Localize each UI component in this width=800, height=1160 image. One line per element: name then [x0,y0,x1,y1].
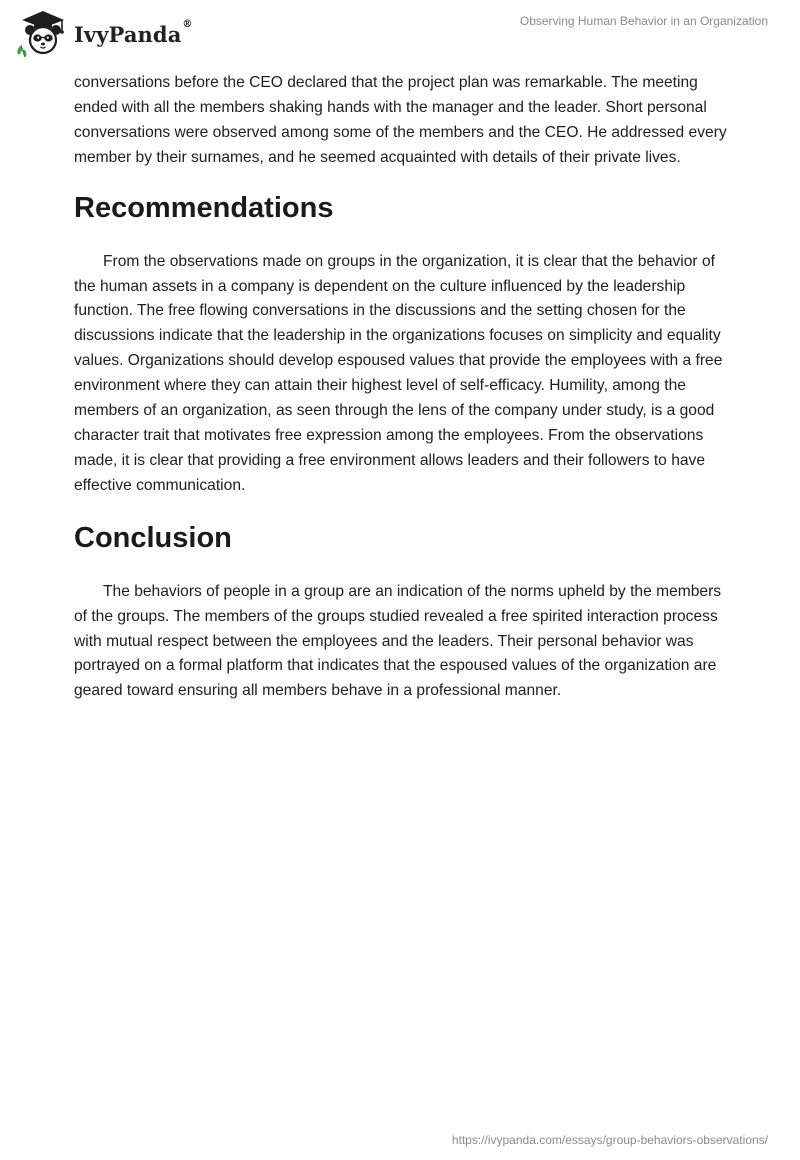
registered-mark: ® [182,18,193,30]
conclusion-heading: Conclusion [74,521,232,554]
brand-logo[interactable] [14,8,193,58]
brand-name: IvyPanda® [74,18,193,47]
source-url[interactable]: https://ivypanda.com/essays/group-behaviors-observations/ [451,1133,768,1147]
essay-body [74,71,734,704]
recommendations-heading: Recommendations [74,191,334,224]
intro-paragraph: conversations before the CEO declared that the project plan was remarkable. The meeting ended with all the members shaking hands with the manager and the leader. Short personal conversations were observed among some of the members and the CEO. He addressed every member by their surnames, and he seemed acquainted with details of their private lives. [74,74,727,166]
panda-graduate-icon [14,8,72,58]
conclusion-paragraph: The behaviors of people in a group are an indication of the norms upheld by the members of the groups. The members of the groups studied revealed a free spirited interaction process with mutual respect between the employees and the leaders. Their personal behavior was portrayed on a formal platform that indicates that the espoused values of the organization are geared toward ensuring all members behave in a professional manner. [74,582,722,700]
document-title: Observing Human Behavior in an Organization [519,14,768,28]
recommendations-paragraph: From the observations made on groups in the organization, it is clear that the behavior of the human assets in a company is dependent on the culture influenced by the leadership function. The free flowing conversations in the discussions and the setting chosen for the discussions indicate that the leadership in the organizations focuses on simplicity and equality values. Organizations should develop espoused values that provide the employees with a free environment where they can attain their highest level of self-efficacy. Humility, among the members of an organization, as seen through the lens of the company under study, is a good character trait that motivates free expression among the employees. From the observations made, it is clear that providing a free environment allows leaders and their followers to have effective communication. [74,252,723,494]
page-header [0,0,800,62]
